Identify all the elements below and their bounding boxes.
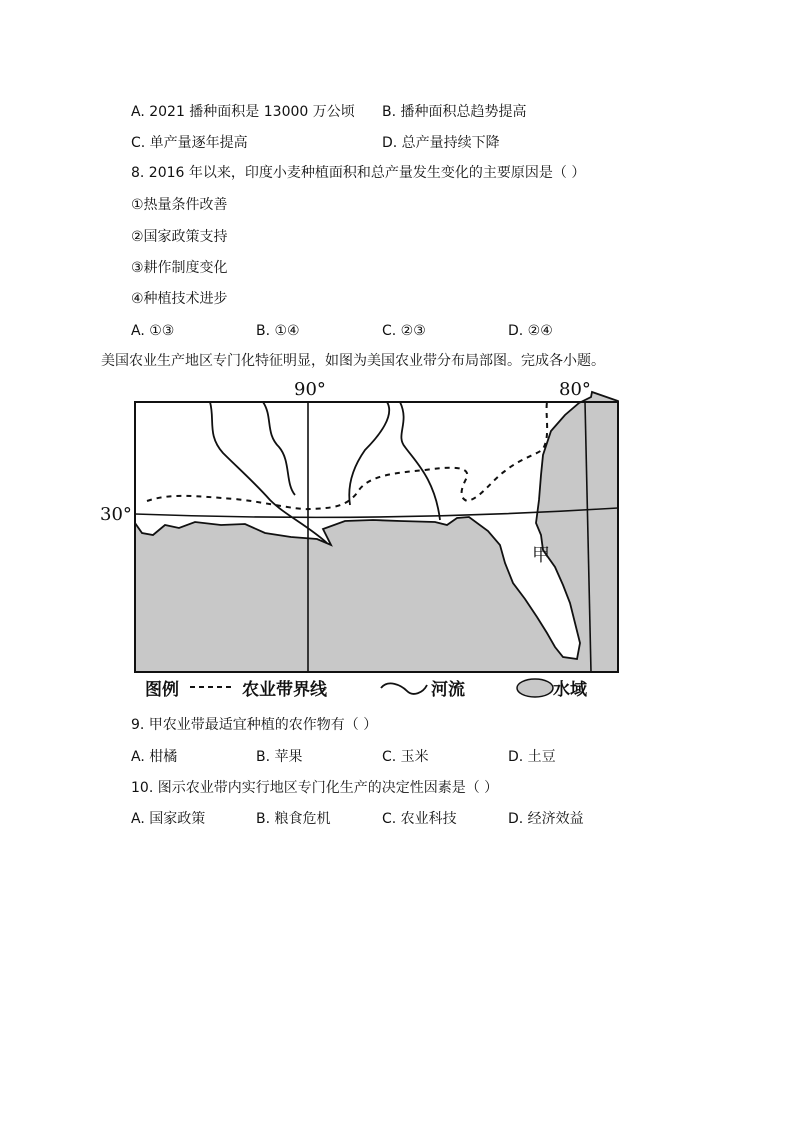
q7-option-a: A. 2021 播种面积是 13000 万公顷	[131, 104, 355, 120]
river-west	[263, 402, 295, 495]
legend-river-swatch	[381, 683, 427, 693]
q9-option-c: C. 玉米	[382, 749, 429, 765]
q8-item-row	[0, 194, 794, 216]
q8-item-1: ①热量条件改善	[131, 197, 228, 213]
agri-belt-boundary	[147, 402, 547, 509]
q8-item-row	[0, 226, 794, 248]
q10-stem-row	[0, 777, 794, 799]
q8-option-c: C. ②③	[382, 323, 426, 339]
q7-option-d: D. 总产量持续下降	[382, 135, 500, 151]
gulf-water	[135, 392, 618, 672]
q10-stem: 10. 图示农业带内实行地区专门化生产的决定性因素是（ ）	[131, 780, 499, 796]
lon-90-label: 90°	[294, 379, 326, 400]
region-jia-label: 甲	[532, 545, 550, 566]
q7-option-b: B. 播种面积总趋势提高	[382, 104, 527, 120]
q8-item-row	[0, 257, 794, 279]
q10-option-d: D. 经济效益	[508, 811, 584, 827]
q9-option-b: B. 苹果	[256, 749, 303, 765]
q10-option-b: B. 粮食危机	[256, 811, 331, 827]
q7-options-row-1	[0, 101, 794, 123]
legend-title: 图例	[145, 680, 179, 700]
river-east-2	[400, 402, 440, 520]
agriculture-belt-map	[95, 375, 635, 705]
lon-80-label: 80°	[559, 379, 591, 400]
q8-stem-row	[0, 162, 794, 184]
legend-boundary-label: 农业带界线	[242, 680, 327, 700]
river-east-1	[349, 402, 389, 505]
q8-option-b: B. ①④	[256, 323, 300, 339]
q8-options-row	[0, 320, 794, 342]
q8-stem: 8. 2016 年以来，印度小麦种植面积和总产量发生变化的主要原因是（ ）	[131, 165, 586, 181]
q8-item-4: ④种植技术进步	[131, 291, 228, 307]
q8-item-row	[0, 288, 794, 310]
legend-river-label: 河流	[431, 680, 465, 700]
q10-options-row	[0, 808, 794, 830]
q8-option-d: D. ②④	[508, 323, 553, 339]
q9-stem-row	[0, 714, 794, 736]
q10-option-a: A. 国家政策	[131, 811, 206, 827]
q8-item-2: ②国家政策支持	[131, 229, 228, 245]
q9-stem: 9. 甲农业带最适宜种植的农作物有（ ）	[131, 717, 378, 733]
intro-row	[0, 350, 794, 372]
q8-option-a: A. ①③	[131, 323, 175, 339]
q9-option-d: D. 土豆	[508, 749, 556, 765]
q8-item-3: ③耕作制度变化	[131, 260, 228, 276]
map-svg	[95, 375, 635, 705]
q7-options-row-2	[0, 132, 794, 154]
q7-option-c: C. 单产量逐年提高	[131, 135, 248, 151]
q9-option-a: A. 柑橘	[131, 749, 178, 765]
lat-30-label: 30°	[100, 504, 132, 525]
intro-text: 美国农业生产地区专门化特征明显，如图为美国农业带分布局部图。完成各小题。	[101, 353, 605, 369]
q9-options-row	[0, 746, 794, 768]
q10-option-c: C. 农业科技	[382, 811, 457, 827]
legend-water-swatch	[517, 679, 553, 697]
legend-water-label: 水域	[553, 680, 587, 700]
